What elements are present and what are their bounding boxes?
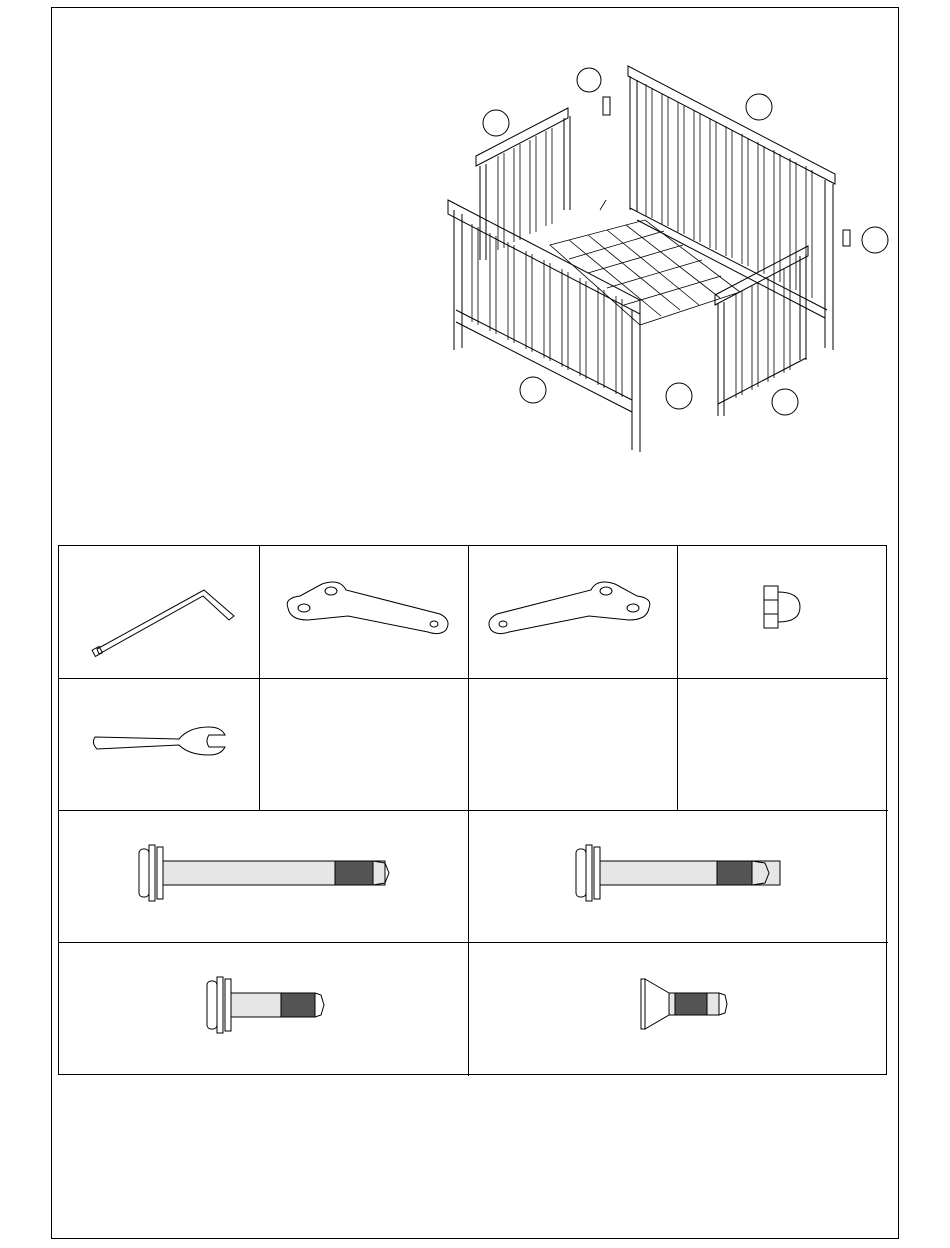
bracket-left-icon: [260, 546, 469, 679]
mattress-support: [550, 200, 740, 325]
callout-circle: [666, 383, 692, 409]
callout-circle: [746, 94, 772, 120]
callout-circle: [483, 110, 509, 136]
medium-bolt-icon: [469, 811, 888, 943]
cell-medium-bolt: [469, 811, 888, 943]
callout-circle: [520, 377, 546, 403]
long-bolt-icon: [59, 811, 469, 943]
connector-part: [843, 230, 850, 246]
right-end-panel: [715, 246, 808, 416]
callout-circle: [772, 389, 798, 415]
cap-nut-icon: [678, 546, 887, 679]
callout-circles: [483, 68, 888, 415]
crib-exploded-view-illustration: [440, 60, 900, 460]
front-side-rail: [448, 200, 640, 452]
cell-long-bolt: [59, 811, 469, 943]
allen-wrench-icon: [59, 546, 259, 679]
flat-head-screw-icon: [469, 943, 888, 1076]
cell-empty: [678, 679, 888, 811]
cell-allen-wrench: [59, 546, 260, 679]
short-bolt-icon: [59, 943, 469, 1076]
cell-bracket-left: [260, 546, 469, 679]
open-wrench-icon: [59, 679, 259, 811]
cell-cap-nut: [678, 546, 888, 679]
headboard-panel: [628, 66, 835, 350]
callout-circle: [862, 227, 888, 253]
bracket-right-icon: [469, 546, 678, 679]
cell-short-bolt: [59, 943, 469, 1076]
cell-flat-head-screw: [469, 943, 888, 1076]
cell-empty: [469, 679, 678, 811]
connector-part: [603, 97, 610, 115]
callout-circle: [577, 68, 601, 92]
cell-bracket-right: [469, 546, 678, 679]
cell-empty: [260, 679, 469, 811]
hardware-parts-table: [58, 545, 887, 1075]
cell-open-wrench: [59, 679, 260, 811]
